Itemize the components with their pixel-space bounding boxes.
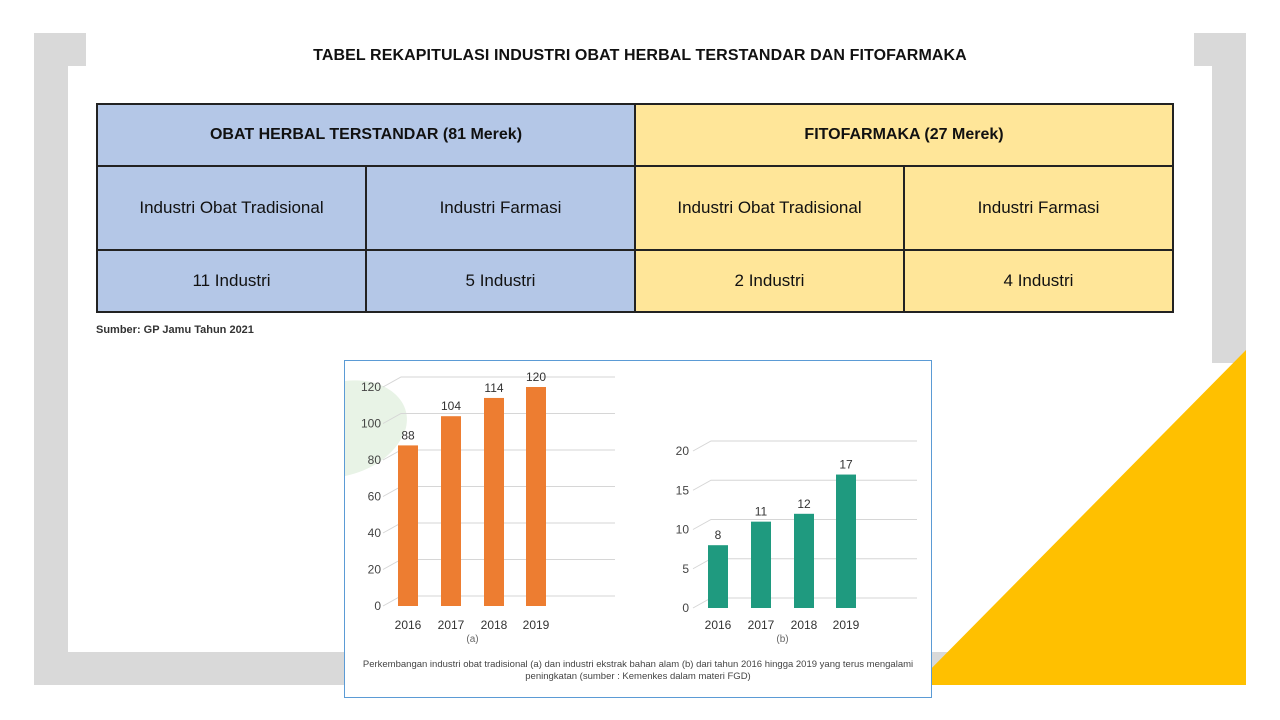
chart-b-gridline xyxy=(693,480,917,490)
chart-b-bar xyxy=(836,475,856,608)
chart-b-xlabel: (b) xyxy=(776,634,789,645)
chart-a-ytick-label: 100 xyxy=(360,416,381,431)
value-fito-iot: 2 Industri xyxy=(635,250,904,312)
chart-b-ytick-label: 15 xyxy=(675,483,689,498)
sub-header-oht-iot: Industri Obat Tradisional xyxy=(97,166,366,250)
value-oht-iot: 11 Industri xyxy=(97,250,366,312)
chart-b-ytick-label: 5 xyxy=(682,561,689,576)
chart-b-ytick-label: 10 xyxy=(675,522,689,537)
chart-caption: Perkembangan industri obat tradisional (a) dan industri ekstrak bahan alam (b) dari tahun 2016 hingga 2019 yang terus mengalami peningkatan (sumber : Kemenkes dalam materi FGD) xyxy=(362,659,914,682)
chart-b-ytick-label: 20 xyxy=(675,444,689,458)
charts-svg xyxy=(345,361,931,697)
value-oht-if: 5 Industri xyxy=(366,250,635,312)
chart-a-bar xyxy=(441,416,461,606)
chart-b-bar xyxy=(708,545,728,608)
chart-a-data-label: 104 xyxy=(440,399,462,414)
chart-b-data-label: 12 xyxy=(797,496,811,511)
chart-a-xtick-label: 2016 xyxy=(394,618,422,632)
chart-b-gridline xyxy=(693,441,917,451)
chart-b-xtick-label: 2017 xyxy=(747,618,775,632)
chart-a-bar xyxy=(398,445,418,606)
value-fito-if: 4 Industri xyxy=(904,250,1173,312)
group-header-fitofarmaka: FITOFARMAKA (27 Merek) xyxy=(635,104,1173,166)
chart-a-data-label: 88 xyxy=(401,428,415,443)
recap-table xyxy=(96,103,1174,313)
chart-figure xyxy=(344,360,932,698)
sub-header-fito-iot: Industri Obat Tradisional xyxy=(635,166,904,250)
sub-header-fito-if: Industri Farmasi xyxy=(904,166,1173,250)
chart-a-xlabel: (a) xyxy=(466,634,479,645)
chart-a-data-label: 120 xyxy=(525,370,547,384)
chart-b-xtick-label: 2018 xyxy=(790,618,818,632)
chart-a-ytick-label: 60 xyxy=(367,489,381,504)
page-title: TABEL REKAPITULASI INDUSTRI OBAT HERBAL TERSTANDAR DAN FITOFARMAKA xyxy=(313,47,967,64)
chart-b-data-label: 11 xyxy=(754,504,768,519)
chart-a-bar xyxy=(526,387,546,606)
chart-a-ytick-label: 20 xyxy=(367,562,381,577)
source-note: Sumber: GP Jamu Tahun 2021 xyxy=(96,324,254,336)
chart-a-ytick-label: 40 xyxy=(367,526,381,540)
chart-b-data-label: 8 xyxy=(714,528,722,543)
chart-b-bar xyxy=(751,522,771,608)
chart-a-ytick-label: 0 xyxy=(374,599,381,613)
chart-a-ytick-label: 80 xyxy=(367,453,381,467)
chart-a-ytick-label: 120 xyxy=(360,380,381,394)
chart-a-xtick-label: 2019 xyxy=(522,618,550,632)
chart-b-ytick-label: 0 xyxy=(682,601,689,615)
group-header-oht: OBAT HERBAL TERSTANDAR (81 Merek) xyxy=(97,104,635,166)
chart-a-data-label: 114 xyxy=(484,380,504,395)
chart-b-data-label: 17 xyxy=(839,457,853,472)
chart-b-xtick-label: 2019 xyxy=(832,618,860,632)
sub-header-oht-if: Industri Farmasi xyxy=(366,166,635,250)
chart-b-bar xyxy=(794,514,814,608)
chart-a-bar xyxy=(484,398,504,606)
chart-a-xtick-label: 2017 xyxy=(437,618,465,632)
chart-a-xtick-label: 2018 xyxy=(480,618,508,632)
chart-b-xtick-label: 2016 xyxy=(704,618,732,632)
